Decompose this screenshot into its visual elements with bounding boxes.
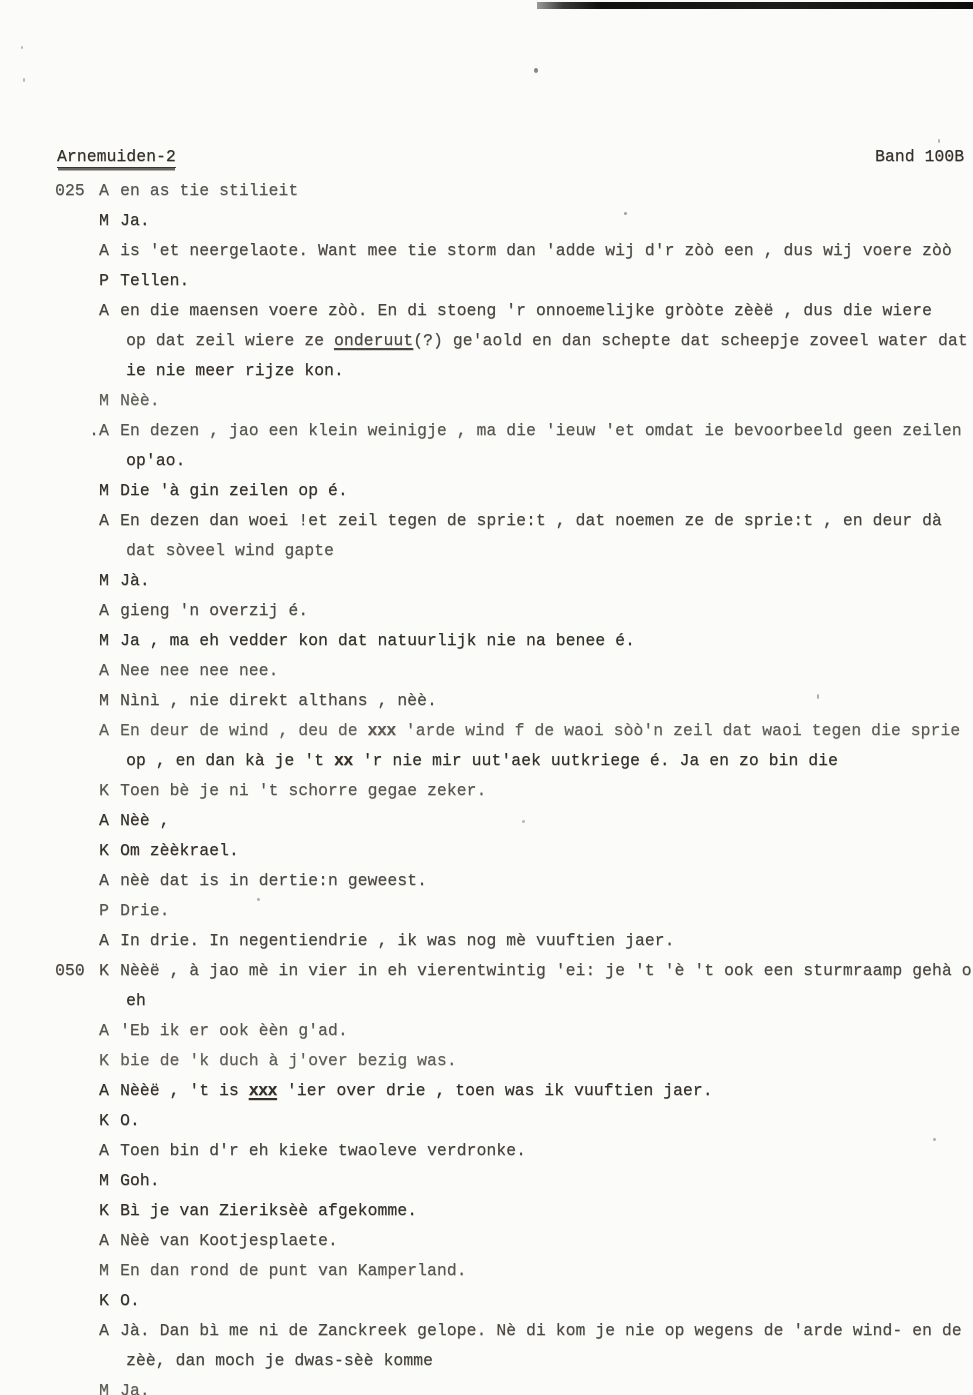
utterance-part: Jà. Dan bì me ni de Zanckreek gelope. Nè di kom je nie op wegens de 'arde wind- en de	[120, 1321, 962, 1340]
transcript-line	[0, 931, 973, 955]
speaker-label: A	[99, 241, 109, 260]
transcript-line	[0, 661, 973, 685]
transcript-line	[0, 1171, 973, 1195]
line-text	[120, 1381, 150, 1395]
utterance-part: is 'et neergelaote. Want mee tie storm dan 'adde wij d'r zòò een , dus wij voere zòò	[120, 241, 952, 260]
scan-speck	[257, 898, 260, 901]
speaker-label: M	[99, 391, 109, 410]
speaker-label: M	[99, 1381, 109, 1395]
transcript-line	[0, 601, 973, 625]
line-text	[120, 871, 427, 890]
speaker-label: A	[99, 721, 109, 740]
line-number: 050	[55, 961, 85, 980]
line-text	[120, 601, 308, 620]
line-text	[120, 1231, 338, 1250]
utterance-part: nèè dat is in dertie:n geweest.	[120, 871, 427, 890]
utterance-part: xx	[333, 751, 353, 770]
scan-speck	[933, 1138, 936, 1141]
utterance-part: Om zèèkrael.	[120, 841, 239, 860]
line-text	[120, 1111, 140, 1130]
transcript-line	[0, 1381, 973, 1395]
line-text	[126, 451, 185, 470]
transcript-line	[0, 1351, 973, 1375]
line-text	[120, 1321, 962, 1340]
transcript-line	[0, 421, 973, 445]
line-text	[120, 1201, 417, 1220]
utterance-part: (?) ge'aold en dan schepte dat scheepje zoveel water dat	[413, 331, 968, 350]
line-text	[120, 1081, 713, 1100]
transcript-line	[0, 991, 973, 1015]
transcript-line	[0, 901, 973, 925]
transcript-line	[0, 1021, 973, 1045]
line-text	[126, 361, 344, 380]
scan-speck	[522, 820, 525, 823]
utterance-part: Nèèë , à jao mè in vier in eh vierentwintig 'ei: je 't 'è 't ook een sturmraamp gehà o	[120, 961, 972, 980]
transcript-line	[0, 691, 973, 715]
transcript-line	[0, 481, 973, 505]
utterance-part: Die 'à gin zeilen op é.	[120, 481, 348, 500]
speaker-label: A	[99, 1321, 109, 1340]
utterance-part: Nèè ,	[120, 811, 170, 830]
line-text	[120, 691, 437, 710]
transcript-line	[0, 1231, 973, 1255]
transcript-line	[0, 361, 973, 385]
speaker-label: A	[99, 1021, 109, 1040]
scan-speck	[624, 212, 627, 215]
transcript-line	[0, 511, 973, 535]
line-text	[120, 931, 675, 950]
line-text	[120, 1171, 160, 1190]
transcript-line	[0, 1291, 973, 1315]
utterance-part: Nèè.	[120, 391, 160, 410]
utterance-part: 'ier over drie , toen was ik vuuftien jaer.	[276, 1081, 713, 1100]
utterance-part: Nèè van Kootjesplaete.	[120, 1231, 338, 1250]
transcript-line	[0, 1201, 973, 1225]
utterance-part: Ja , ma eh vedder kon dat natuurlijk nie na benee é.	[120, 631, 635, 650]
speaker-label: M	[99, 571, 109, 590]
utterance-part: Jà.	[120, 571, 150, 590]
speaker-label: A	[99, 661, 109, 680]
speaker-label: K	[99, 1111, 109, 1130]
speaker-label: A	[99, 871, 109, 890]
utterance-part: eh	[126, 991, 146, 1010]
scan-speck	[534, 68, 538, 73]
transcript-line	[0, 211, 973, 235]
speaker-label: K	[99, 781, 109, 800]
utterance-part: en die maensen voere zòò. En di stoeng 'r onnoemelijke gròòte zèèë , dus die wiere	[120, 301, 932, 320]
speaker-label: M	[99, 1171, 109, 1190]
utterance-part: en as tie stilieit	[120, 181, 299, 200]
line-text	[120, 1291, 140, 1310]
speaker-label: A	[99, 1081, 109, 1100]
speaker-label: M	[99, 211, 109, 230]
utterance-part: bie de 'k duch à j'over bezig was.	[120, 1051, 457, 1070]
line-text	[126, 541, 334, 560]
transcript-line	[0, 391, 973, 415]
utterance-part: O.	[120, 1291, 140, 1310]
line-text	[120, 421, 962, 440]
speaker-label: A	[99, 601, 109, 620]
speaker-label: M	[99, 1261, 109, 1280]
line-text	[120, 181, 298, 200]
line-text	[120, 631, 635, 650]
speaker-label: A	[99, 301, 109, 320]
utterance-part: ie nie meer rijze kon.	[126, 361, 344, 380]
utterance-part: Toen bè je ni 't schorre gegae zeker.	[120, 781, 487, 800]
utterance-part: Bì je van Zieriksèè afgekomme.	[120, 1201, 418, 1220]
speaker-label: A	[99, 181, 109, 200]
speaker-label: K	[99, 1201, 109, 1220]
transcript-line	[0, 181, 973, 205]
utterance-part: gieng 'n overzij é.	[120, 601, 309, 620]
utterance-part: Nee nee nee nee.	[120, 661, 279, 680]
line-text	[120, 511, 942, 530]
line-text	[120, 301, 932, 320]
speaker-label: M	[99, 481, 109, 500]
utterance-part: op dat zeil wiere ze	[126, 331, 334, 350]
speaker-label: A	[99, 811, 109, 830]
transcript-line	[0, 751, 973, 775]
scan-speck	[23, 78, 25, 82]
line-text	[120, 661, 278, 680]
transcript-line	[0, 1261, 973, 1285]
transcript-line	[0, 271, 973, 295]
utterance-part: Drie.	[120, 901, 170, 920]
speaker-label: A	[99, 511, 109, 530]
speaker-label: M	[99, 631, 109, 650]
transcript-line	[0, 961, 973, 985]
utterance-part: op , en dan kà je 't	[126, 751, 334, 770]
utterance-part: Nìnì , nie direkt althans , nèè.	[120, 691, 437, 710]
line-text	[120, 961, 972, 980]
transcript-line	[0, 631, 973, 655]
line-text	[126, 991, 146, 1010]
speaker-label: M	[99, 691, 109, 710]
speaker-label: P	[99, 271, 109, 290]
transcript-line	[0, 301, 973, 325]
line-text	[120, 841, 239, 860]
scan-speck	[817, 694, 819, 699]
line-text	[120, 211, 150, 230]
utterance-part: xxx	[248, 1081, 277, 1100]
speaker-label: K	[99, 961, 109, 980]
line-text	[120, 481, 348, 500]
document-title: Arnemuiden-2	[57, 147, 176, 166]
line-text	[120, 721, 960, 740]
line-text	[120, 1021, 348, 1040]
transcript-line	[0, 1111, 973, 1135]
line-text	[126, 1351, 433, 1370]
transcript-line	[0, 571, 973, 595]
stray-mark: .	[89, 421, 99, 440]
line-text	[126, 751, 838, 770]
utterance-part: 'arde wind f de waoi sòò'n zeil dat waoi tegen die sprie	[395, 721, 961, 740]
transcript-line	[0, 1051, 973, 1075]
line-text	[120, 1051, 457, 1070]
utterance-part: En dan rond de punt van Kamperland.	[120, 1261, 467, 1280]
utterance-part: xxx	[367, 721, 396, 740]
utterance-part: O.	[120, 1111, 140, 1130]
transcript-line	[0, 331, 973, 355]
speaker-label: K	[99, 841, 109, 860]
band-label: Band 100B	[875, 147, 965, 166]
transcript-line	[0, 871, 973, 895]
line-text	[120, 391, 160, 410]
speaker-label: K	[99, 1051, 109, 1070]
speaker-label: A	[99, 1141, 109, 1160]
transcript-line	[0, 1141, 973, 1165]
utterance-part: zèè, dan moch je dwas-sèè komme	[126, 1351, 433, 1370]
transcript-line	[0, 541, 973, 565]
line-text	[120, 1261, 467, 1280]
transcript-line	[0, 721, 973, 745]
line-text	[120, 1141, 526, 1160]
speaker-label: A	[99, 1231, 109, 1250]
utterance-part: Nèèë , 't is	[120, 1081, 249, 1100]
transcript-line	[0, 1081, 973, 1105]
scan-speck	[21, 46, 23, 49]
line-number: 025	[55, 181, 85, 200]
line-text	[120, 241, 952, 260]
speaker-label: P	[99, 901, 109, 920]
utterance-part: 'r nie mir uut'aek uutkriege é. Ja en zo bin die	[352, 751, 838, 770]
utterance-part: onderuut	[333, 331, 414, 350]
transcript-line	[0, 241, 973, 265]
utterance-part: Ja.	[120, 1381, 150, 1395]
transcript-line	[0, 1321, 973, 1345]
transcript-line	[0, 841, 973, 865]
speaker-label: A	[99, 931, 109, 950]
transcript-line	[0, 781, 973, 805]
utterance-part: Toen bin d'r eh kieke twaoleve verdronke.	[120, 1141, 526, 1160]
speaker-label: A	[99, 421, 109, 440]
utterance-part: En dezen , jao een klein weinigje , ma die 'ieuw 'et omdat ie bevoorbeeld geen zeilen	[120, 421, 962, 440]
utterance-part: dat sòveel wind gapte	[126, 541, 334, 560]
utterance-part: Ja.	[120, 211, 150, 230]
utterance-part: Tellen.	[120, 271, 190, 290]
line-text	[120, 811, 170, 830]
line-text	[126, 331, 968, 350]
utterance-part: In drie. In negentiendrie , ik was nog mè vuuftien jaer.	[120, 931, 675, 950]
utterance-part: En dezen dan woei !et zeil tegen de sprie:t , dat noemen ze de sprie:t , en deur dà	[120, 511, 942, 530]
line-text	[120, 901, 170, 920]
utterance-part: 'Eb ik er ook èèn g'ad.	[120, 1021, 348, 1040]
line-text	[120, 571, 150, 590]
utterance-part: op'ao.	[126, 451, 186, 470]
utterance-part: En deur de wind , deu de	[120, 721, 368, 740]
speaker-label: K	[99, 1291, 109, 1310]
transcript-line	[0, 451, 973, 475]
scan-speck	[938, 139, 940, 143]
utterance-part: Goh.	[120, 1171, 160, 1190]
scan-artifact-bar	[537, 2, 973, 9]
line-text	[120, 271, 189, 290]
line-text	[120, 781, 486, 800]
transcript-line	[0, 811, 973, 835]
